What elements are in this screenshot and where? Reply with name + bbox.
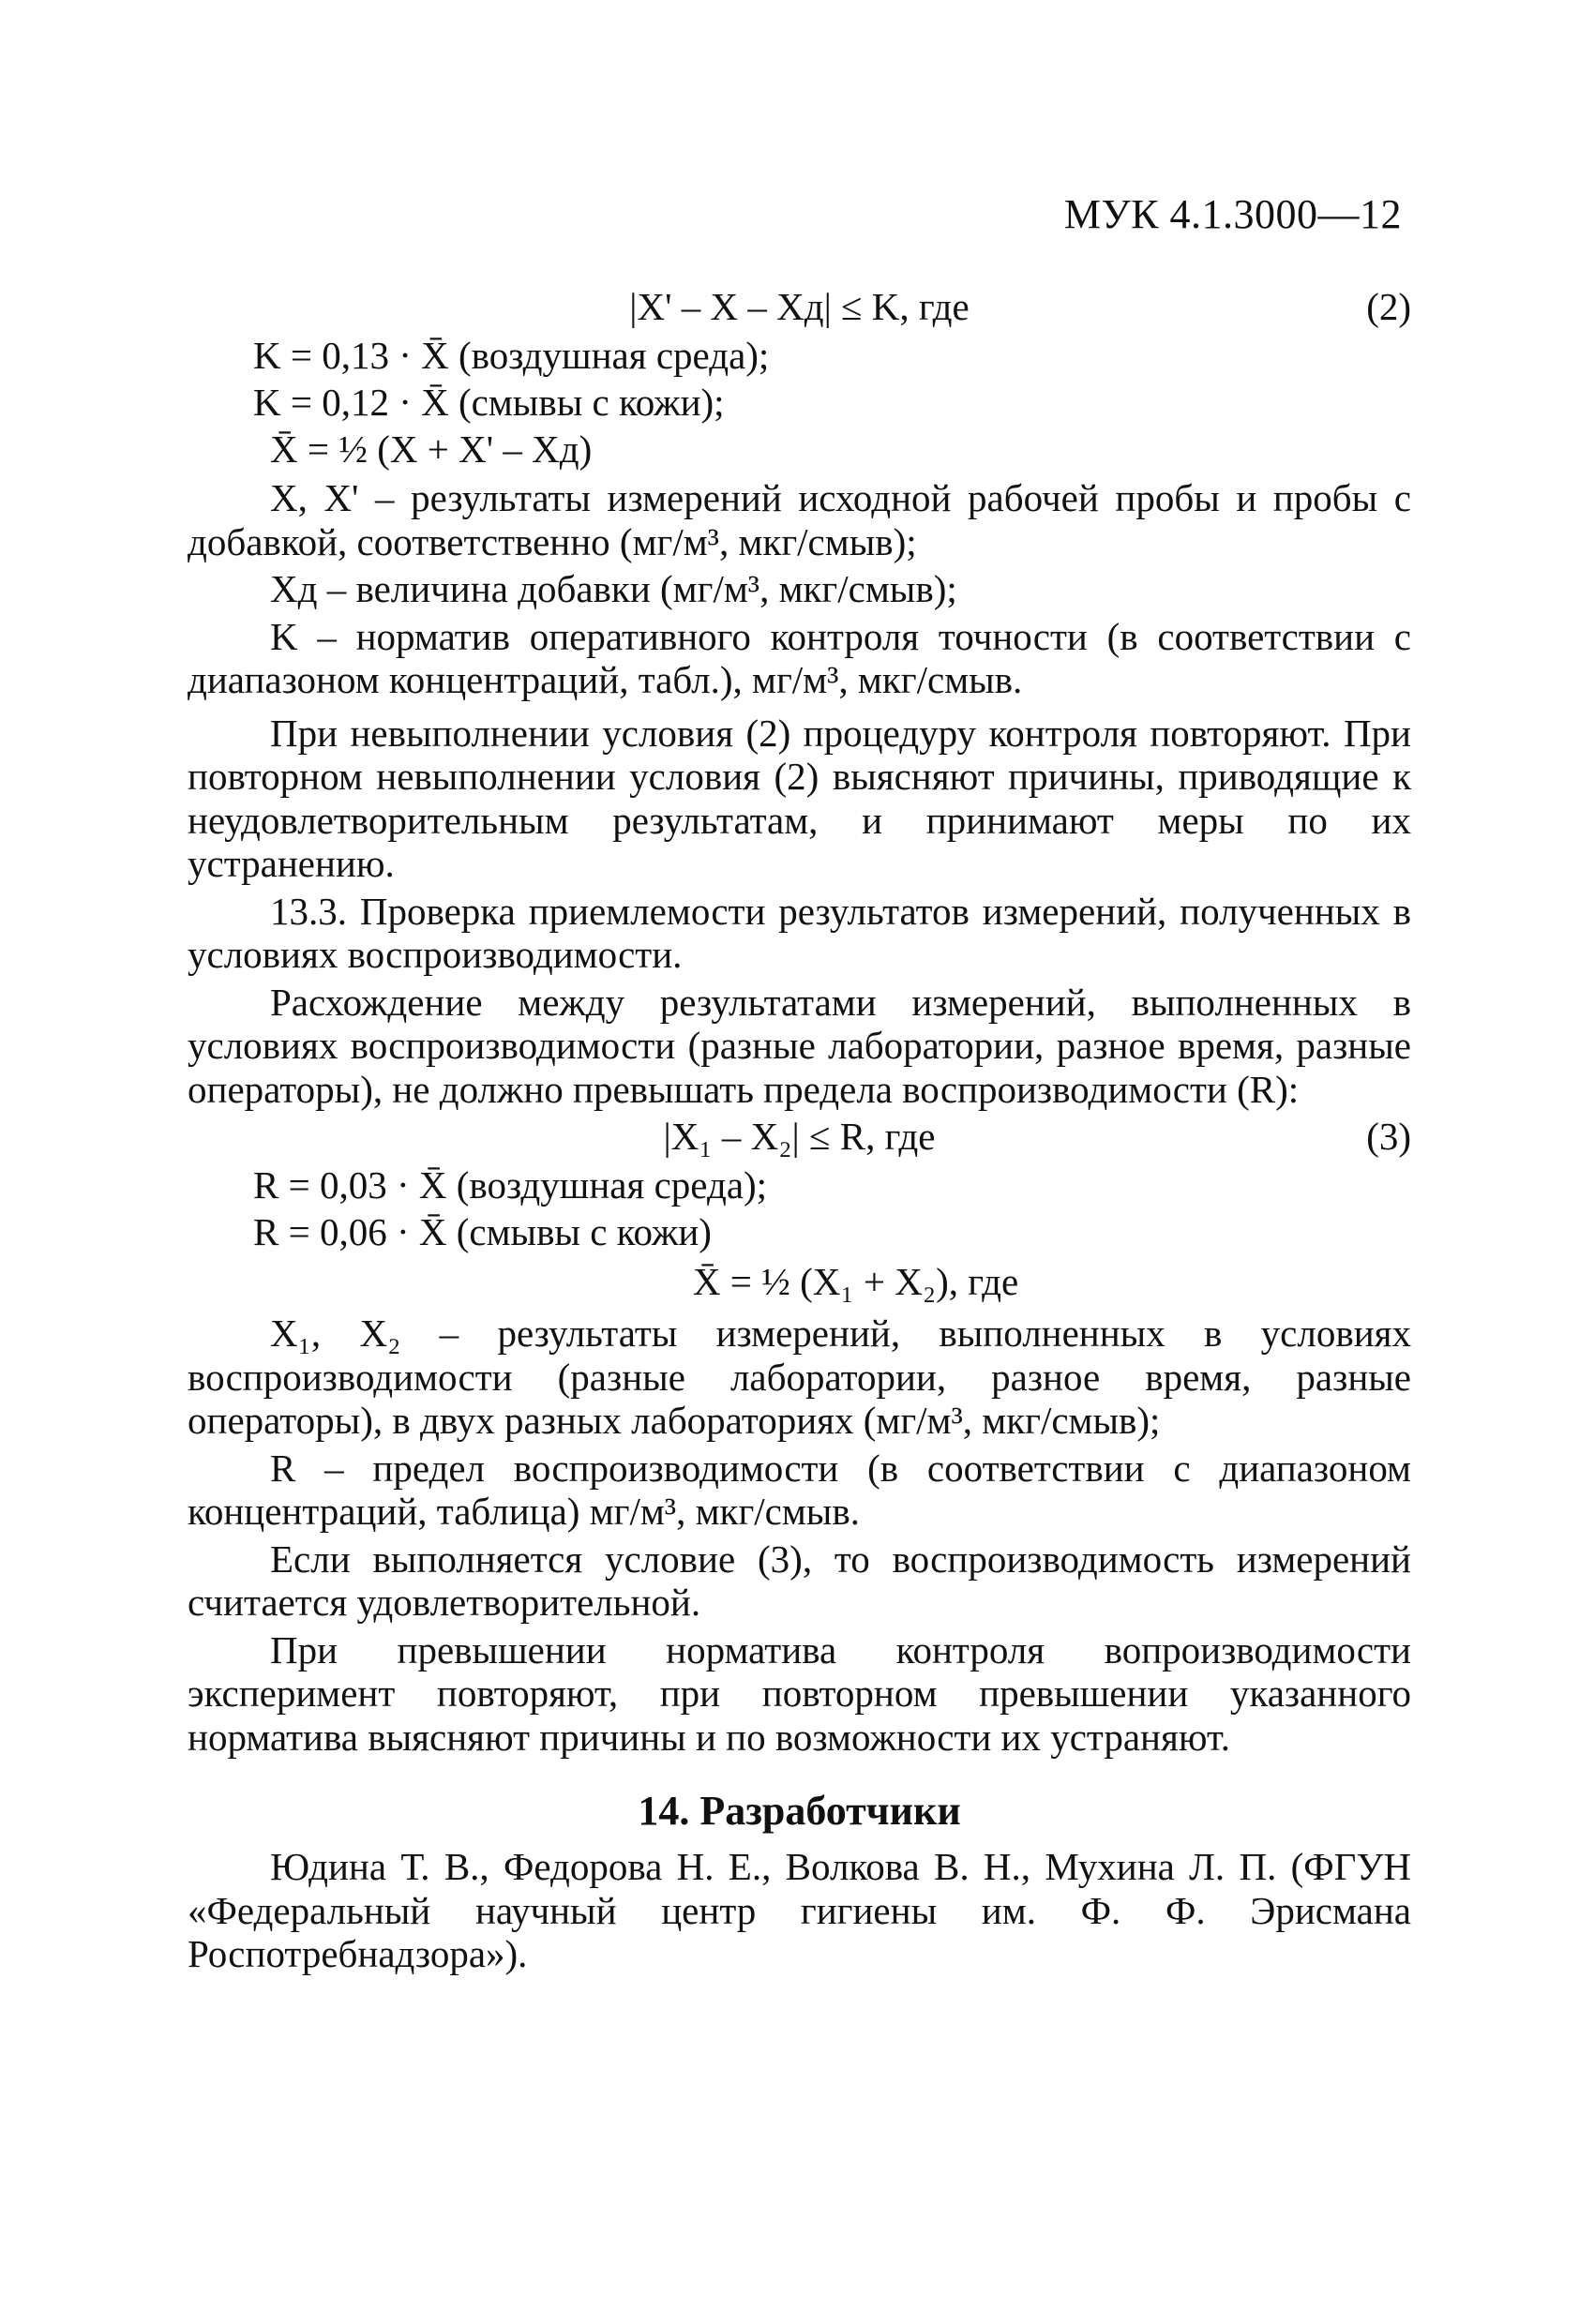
paragraph-repeat-control: При невыполнении условия (2) процедуру контроля повторяют. При повторном невыполнении условия (2) выясняют причины, приводящие к неудовлетворительным результатам, и принимают меры по их устранению.: [188, 711, 1411, 885]
k-definition-skin: K = 0,12 · X̄ (смывы с кожи);: [253, 381, 725, 424]
formula-3: [188, 1111, 1411, 1162]
paragraph-x-definition: X, X' – результаты измерений исходной рабочей пробы и пробы с добавкой, соответственно (мг/м³, мкг/смыв);: [188, 476, 1411, 563]
r-definition-skin: R = 0,06 · X̄ (смывы с кожи): [253, 1210, 712, 1253]
formula-3-number: (3): [1366, 1115, 1411, 1158]
r-definition-air: R = 0,03 · X̄ (воздушная среда);: [253, 1163, 768, 1207]
paragraph-developers: Юдина Т. В., Федорова Н. Е., Волкова В. Н., Мухина Л. П. (ФГУН «Федеральный научный центр гигиены им. Ф. Ф. Эрисмана Роспотребнадзора»).: [188, 1845, 1411, 1975]
document-code: МУК 4.1.3000—12: [1063, 191, 1402, 237]
k-definition-air: K = 0,13 · X̄ (воздушная среда);: [253, 334, 770, 377]
paragraph-section-13-3: 13.3. Проверка приемлемости результатов измерений, полученных в условиях воспроизводимости.: [188, 889, 1411, 976]
paragraph-r-definition: R – предел воспроизводимости (в соответствии с диапазоном концентраций, таблица) мг/м³, мкг/смыв.: [188, 1446, 1411, 1533]
x-mean-definition: X̄ = ½ (X + X' – Xд): [270, 427, 593, 471]
paragraph-condition-3: Если выполняется условие (3), то воспроизводимость измерений считается удовлетворительной.: [188, 1537, 1411, 1624]
formula-2-number: (2): [1366, 285, 1411, 328]
document-body: [188, 281, 1411, 1976]
x-mean-r-definition: X̄ = ½ (X₁ + X₂), где: [692, 1260, 1019, 1303]
paragraph-xd-definition: Xд – величина добавки (мг/м³, мкг/смыв);: [270, 567, 957, 610]
formula-3-expression: |X₁ – X₂| ≤ R, где: [663, 1115, 936, 1158]
section-14-title: 14. Разработчики: [638, 1788, 961, 1834]
formula-2: [188, 281, 1411, 332]
paragraph-k-definition: K – норматив оперативного контроля точности (в соответствии с диапазоном концентраций, табл.), мг/м³, мкг/смыв.: [188, 614, 1411, 701]
paragraph-divergence: Расхождение между результатами измерений, выполненных в условиях воспроизводимости (разные лаборатории, разное время, разные операторы), не должно превышать предела воспроизводимости (R):: [188, 980, 1411, 1111]
paragraph-exceed-norm: При превышении норматива контроля вопроизводимости эксперимент повторяют, при повторном превышении указанного норматива выясняют причины и по возможности их устраняют.: [188, 1627, 1411, 1759]
formula-2-expression: |X' – X – Xд| ≤ K, где: [629, 285, 970, 328]
paragraph-x1-x2-definition: X₁, X₂ – результаты измерений, выполненных в условиях воспроизводимости (разные лаборатории, разное время, разные операторы), в двух разных лабораториях (мг/м³, мкг/смыв);: [188, 1312, 1411, 1442]
